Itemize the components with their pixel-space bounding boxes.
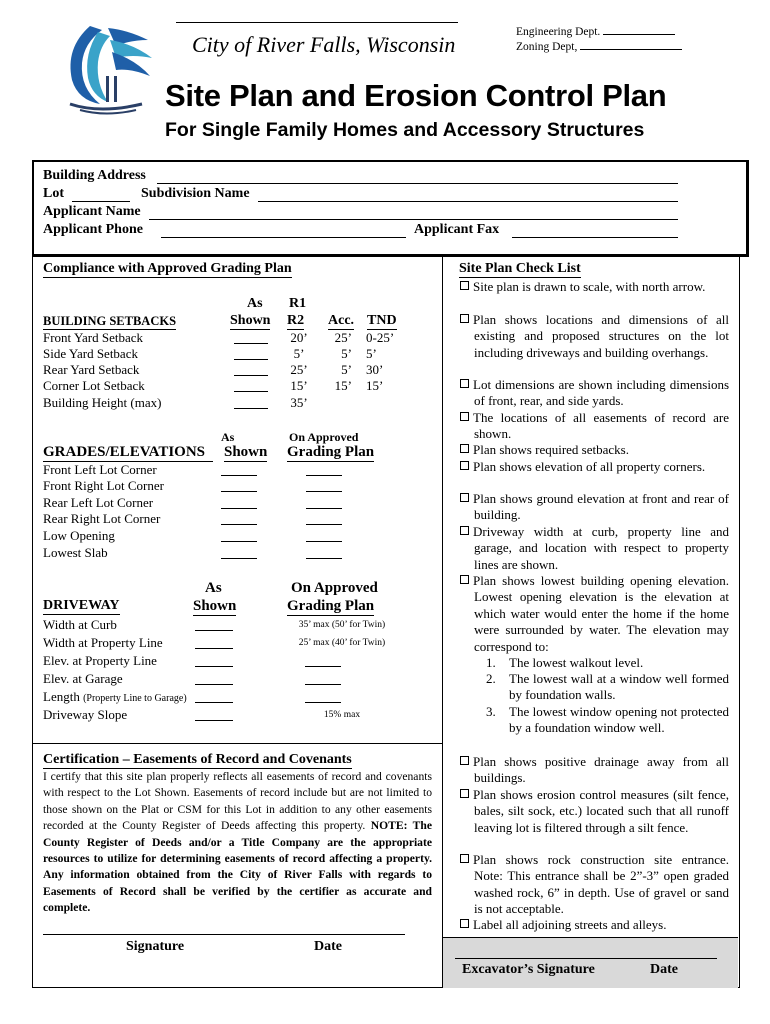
checkbox-icon[interactable] xyxy=(460,526,469,535)
driveway-col-approved: On Approved xyxy=(291,580,378,596)
setback-tnd-value: 5’ xyxy=(366,346,377,361)
grade-label: Low Opening xyxy=(43,528,115,543)
checklist-item-text: Plan shows required setbacks. xyxy=(473,442,629,457)
lot-field[interactable] xyxy=(72,201,130,202)
driveway-label xyxy=(43,689,187,705)
applicant-phone-label: Applicant Phone xyxy=(43,222,143,237)
city-logo xyxy=(50,18,162,118)
setbacks-col-as: As xyxy=(247,296,263,311)
checklist-item-text: Plan shows ground elevation at front and rear of building. xyxy=(473,491,729,523)
checklist-item xyxy=(474,573,729,655)
setback-r-value: 20’ xyxy=(290,330,308,345)
driveway-approved-value: 15% max xyxy=(323,710,361,720)
setbacks-col-r1: R1 xyxy=(289,296,307,311)
applicant-name-label: Applicant Name xyxy=(43,204,141,219)
checklist-item xyxy=(474,442,729,458)
grade-approved-field[interactable] xyxy=(306,475,342,476)
signature-date-label: Date xyxy=(314,939,342,954)
checkbox-icon[interactable] xyxy=(460,789,469,798)
driveway-col-grading: Grading Plan xyxy=(287,598,375,614)
grade-approved-field[interactable] xyxy=(306,508,342,509)
checkbox-icon[interactable] xyxy=(460,493,469,502)
setback-acc-value: 25’ xyxy=(334,330,352,345)
setback-label: Building Height (max) xyxy=(43,395,162,410)
checklist-item xyxy=(474,917,729,933)
checklist-sub-text: The lowest window opening not protected by a foundation window well. xyxy=(509,704,729,736)
driveway-approved-field[interactable] xyxy=(305,702,341,703)
checkbox-icon[interactable] xyxy=(460,281,469,290)
driveway-label-text: Width at Curb xyxy=(43,617,117,632)
checklist-item xyxy=(474,754,729,787)
driveway-approved-value: 25’ max (40’ for Twin) xyxy=(298,638,386,648)
page-title: Site Plan and Erosion Control Plan xyxy=(165,78,667,113)
setback-label: Front Yard Setback xyxy=(43,330,144,345)
grade-label: Rear Left Lot Corner xyxy=(43,495,154,510)
checklist-item xyxy=(474,410,729,443)
driveway-shown-field[interactable] xyxy=(195,666,233,667)
setback-acc-value: 15’ xyxy=(334,378,352,393)
city-name-bar xyxy=(176,22,458,23)
setback-tnd-value: 0-25’ xyxy=(366,330,395,345)
driveway-label-text: Length xyxy=(43,689,80,704)
checklist-item-text: Plan shows positive drainage away from all buildings. xyxy=(473,754,729,786)
applicant-fax-label: Applicant Fax xyxy=(414,222,500,237)
certification-heading: Certification – Easements of Record and Covenants xyxy=(43,752,352,767)
checklist-item xyxy=(474,852,729,918)
compliance-heading: Compliance with Approved Grading Plan xyxy=(43,261,292,276)
setbacks-heading: BUILDING SETBACKS xyxy=(43,314,177,328)
grade-approved-field[interactable] xyxy=(306,491,342,492)
driveway-label-note: (Property Line to Garage) xyxy=(83,693,187,704)
checklist-item-text: Label all adjoining streets and alleys. xyxy=(473,917,667,932)
setback-acc-value: 5’ xyxy=(341,362,352,377)
checkbox-icon[interactable] xyxy=(460,756,469,765)
setback-label: Corner Lot Setback xyxy=(43,378,145,393)
column-divider xyxy=(442,256,443,987)
grade-shown-field[interactable] xyxy=(221,541,257,542)
checklist-sub-text: The lowest wall at a window well formed by foundation walls. xyxy=(509,671,729,703)
checklist-item-text: Plan shows elevation of all property corners. xyxy=(473,459,706,474)
setback-shown-field[interactable] xyxy=(234,391,268,392)
driveway-label xyxy=(43,653,157,669)
grade-shown-field[interactable] xyxy=(221,524,257,525)
setbacks-col-tnd: TND xyxy=(367,313,397,328)
checklist-item xyxy=(474,787,729,836)
checklist-sub-number: 3. xyxy=(486,704,496,719)
grade-shown-field[interactable] xyxy=(221,475,257,476)
grades-col-as: As xyxy=(221,430,235,444)
grade-label: Lowest Slab xyxy=(43,545,108,560)
excavator-date-label: Date xyxy=(650,962,678,977)
applicant-fax-field[interactable] xyxy=(512,237,678,238)
setback-shown-field[interactable] xyxy=(234,375,268,376)
setback-label: Rear Yard Setback xyxy=(43,362,140,377)
checklist-item xyxy=(474,459,729,475)
certification-text: I certify that this site plan properly reflects all easements of record and covenants with respect to the Lot Shown. Easements of record include but are not limited to those shown on the Plat or CSM for this Lot in addition to any other easements recorded at the County Register of Deeds affecting this property. NOTE: The County Register of Deeds and/or a Title Company are the appropriate resources to utilize for determining easements of record affecting a property. Any information obtained from the City of River Falls with regards to Easements of Record shall be verified by the certifier as accurate and complete. xyxy=(43,770,433,915)
checkbox-icon[interactable] xyxy=(460,412,469,421)
signature-label: Signature xyxy=(126,939,185,954)
driveway-col-shown: Shown xyxy=(193,598,237,614)
checklist-item-text: Driveway width at curb, property line and garage, and location with respect to property lines are shown. xyxy=(473,524,729,572)
applicant-name-field[interactable] xyxy=(149,219,678,220)
checkbox-icon[interactable] xyxy=(460,854,469,863)
driveway-shown-field[interactable] xyxy=(195,684,233,685)
subdivision-label: Subdivision Name xyxy=(141,186,250,201)
checklist-heading: Site Plan Check List xyxy=(459,261,581,276)
checkbox-icon[interactable] xyxy=(460,444,469,453)
checklist-item-text: Plan shows erosion control measures (silt fence, bales, silt sock, etc.) located such that all runoff leaving lot is filtered through a silt fence. xyxy=(473,787,729,835)
setbacks-col-r2: R2 xyxy=(287,313,305,328)
driveway-label xyxy=(43,635,163,651)
engineering-dept: Engineering Dept. xyxy=(516,24,675,38)
setback-shown-field[interactable] xyxy=(234,343,268,344)
grades-heading: GRADES/ELEVATIONS xyxy=(43,444,213,462)
checklist-item-text: Plan shows rock construction site entrance. Note: This entrance shall be 2”-3” open graded washed rock, 6” in depth. Use of gravel or sand is not acceptable. xyxy=(473,852,729,917)
setback-label: Side Yard Setback xyxy=(43,346,138,361)
checklist-item-text: Lot dimensions are shown including dimensions of front, rear, and side yards. xyxy=(473,377,729,409)
lot-label: Lot xyxy=(43,186,64,201)
setback-r-value: 35’ xyxy=(290,395,308,410)
checkbox-icon[interactable] xyxy=(460,461,469,470)
grade-shown-field[interactable] xyxy=(221,491,257,492)
grade-approved-field[interactable] xyxy=(306,541,342,542)
checklist-item-text: Plan shows locations and dimensions of all existing and proposed structures on the lot including driveways and building overhangs. xyxy=(473,312,729,360)
checklist-item xyxy=(474,279,729,295)
checklist-sub-number: 1. xyxy=(486,655,496,670)
building-address-field[interactable] xyxy=(157,183,678,184)
page-subtitle: For Single Family Homes and Accessory Structures xyxy=(165,119,645,141)
checkbox-icon[interactable] xyxy=(460,379,469,388)
driveway-heading: DRIVEWAY xyxy=(43,598,120,613)
zoning-dept: Zoning Dept, xyxy=(516,39,682,53)
driveway-label-text: Elev. at Property Line xyxy=(43,653,157,668)
grade-shown-field[interactable] xyxy=(221,508,257,509)
setback-shown-field[interactable] xyxy=(234,359,268,360)
checkbox-icon[interactable] xyxy=(460,314,469,323)
checkbox-icon[interactable] xyxy=(460,575,469,584)
checklist-sub-text: The lowest walkout level. xyxy=(509,655,644,670)
excavator-signature-label: Excavator’s Signature xyxy=(462,962,595,977)
grade-approved-field[interactable] xyxy=(306,524,342,525)
grade-label: Front Right Lot Corner xyxy=(43,478,164,493)
applicant-phone-field[interactable] xyxy=(161,237,406,238)
grade-label: Rear Right Lot Corner xyxy=(43,511,161,526)
driveway-approved-value: 35’ max (50’ for Twin) xyxy=(298,620,386,630)
grade-approved-field[interactable] xyxy=(306,558,342,559)
grade-label: Front Left Lot Corner xyxy=(43,462,157,477)
city-name: City of River Falls, Wisconsin xyxy=(192,32,456,57)
grade-shown-field[interactable] xyxy=(221,558,257,559)
certification-divider xyxy=(32,743,442,744)
driveway-shown-field[interactable] xyxy=(195,702,233,703)
checklist-item-text: The locations of all easements of record are shown. xyxy=(473,410,729,442)
driveway-approved-field[interactable] xyxy=(305,666,341,667)
grades-col-grading: Grading Plan xyxy=(287,444,375,460)
driveway-label xyxy=(43,671,123,687)
setback-tnd-value: 30’ xyxy=(366,362,384,377)
subdivision-field[interactable] xyxy=(258,201,678,202)
setback-r-value: 25’ xyxy=(290,362,308,377)
driveway-shown-field[interactable] xyxy=(195,720,233,721)
setback-r-value: 15’ xyxy=(290,378,308,393)
driveway-label xyxy=(43,617,117,633)
checklist-item xyxy=(474,524,729,573)
driveway-label-text: Elev. at Garage xyxy=(43,671,123,686)
setbacks-col-shown: Shown xyxy=(230,313,271,328)
driveway-approved-field[interactable] xyxy=(305,684,341,685)
driveway-label xyxy=(43,707,127,723)
driveway-shown-field[interactable] xyxy=(195,648,233,649)
signature-line[interactable] xyxy=(43,934,405,935)
setback-shown-field[interactable] xyxy=(234,408,268,409)
driveway-col-as: As xyxy=(205,580,222,596)
checkbox-icon[interactable] xyxy=(460,919,469,928)
checklist-item xyxy=(474,377,729,410)
driveway-label-text: Width at Property Line xyxy=(43,635,163,650)
checklist-item xyxy=(474,491,729,524)
grades-col-approved: On Approved xyxy=(289,430,359,444)
checklist-item-text: Plan shows lowest building opening elevation. Lowest opening elevation is the elevation at which water would enter the home if the home were surrounded by water. The elevation may correspond to: xyxy=(473,573,729,654)
checklist-item-text: Site plan is drawn to scale, with north arrow. xyxy=(473,279,706,294)
checklist-sub-number: 2. xyxy=(486,671,496,686)
setbacks-col-acc: Acc. xyxy=(328,313,355,328)
grades-col-shown: Shown xyxy=(224,444,268,460)
setback-r-value: 5’ xyxy=(293,346,305,361)
setback-acc-value: 5’ xyxy=(341,346,352,361)
building-address-label: Building Address xyxy=(43,168,146,183)
checklist-item xyxy=(474,312,729,361)
driveway-shown-field[interactable] xyxy=(195,630,233,631)
setback-tnd-value: 15’ xyxy=(366,378,384,393)
driveway-label-text: Driveway Slope xyxy=(43,707,128,722)
excavator-signature-line[interactable] xyxy=(455,958,717,959)
